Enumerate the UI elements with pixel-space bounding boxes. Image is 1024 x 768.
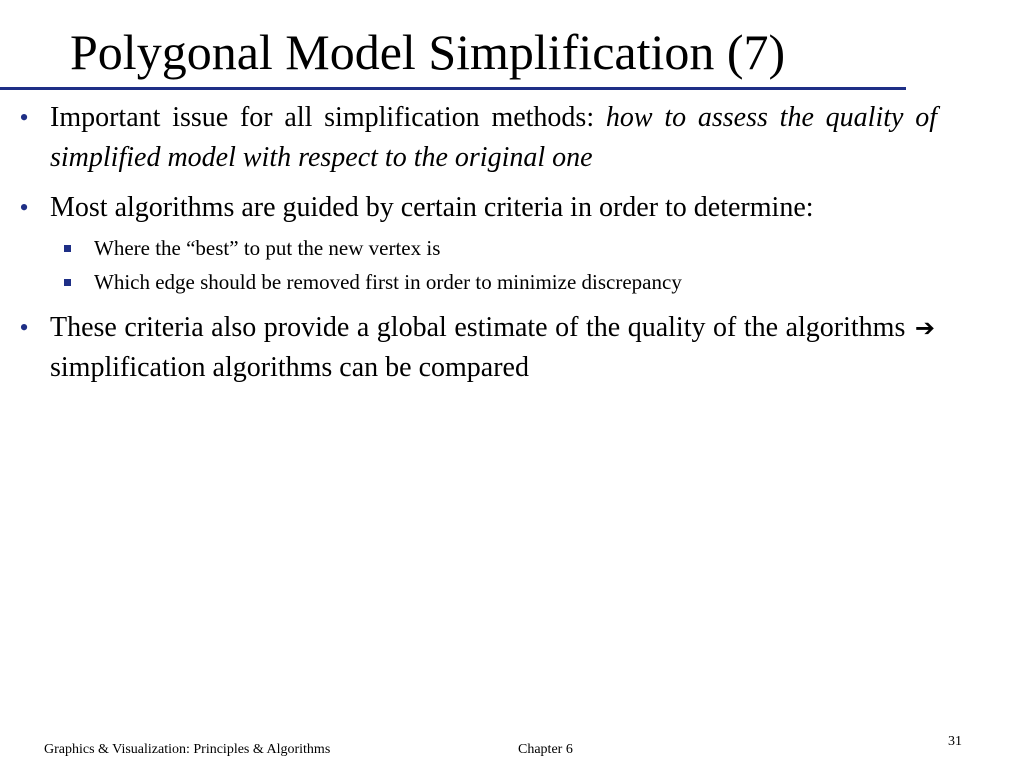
sub-bullet-item-1 (14, 234, 937, 262)
bullet-marker: • (19, 103, 29, 132)
title-underline (0, 87, 906, 90)
bullet-item-2 (14, 188, 937, 228)
bullet-item-3 (14, 308, 937, 388)
square-bullet-icon (64, 245, 71, 252)
bullet-item-1 (14, 98, 937, 178)
sub-bullet-text: Where the “best” to put the new vertex is (94, 236, 441, 260)
bullet-text: These criteria also provide a global estimate of the quality of the algorithms (50, 312, 906, 343)
bullet-text: Important issue for all simplification methods: (50, 102, 606, 133)
bullet-text: Most algorithms are guided by certain criteria in order to determine: (50, 192, 814, 223)
sub-bullet-list (14, 234, 937, 296)
bullet-text-continued: simplification algorithms can be compared (50, 352, 529, 383)
bullet-emphasis-text: how to assess the quality of simplified model with respect to the original one (50, 102, 937, 173)
slide-number: 31 (948, 734, 962, 749)
bullet-marker: • (19, 193, 29, 222)
square-bullet-icon (64, 279, 71, 286)
footer-chapter: Chapter 6 (518, 742, 573, 757)
slide-title: Polygonal Model Simplification (7) (70, 24, 786, 80)
sub-bullet-text: Which edge should be removed first in order to minimize discrepancy (94, 270, 682, 294)
sub-bullet-item-2 (14, 268, 937, 296)
slide-content (14, 98, 937, 388)
footer-course-title: Graphics & Visualization: Principles & Algorithms (44, 742, 331, 757)
bullet-marker: • (19, 313, 29, 342)
right-arrow-icon: ➔ (914, 314, 935, 342)
